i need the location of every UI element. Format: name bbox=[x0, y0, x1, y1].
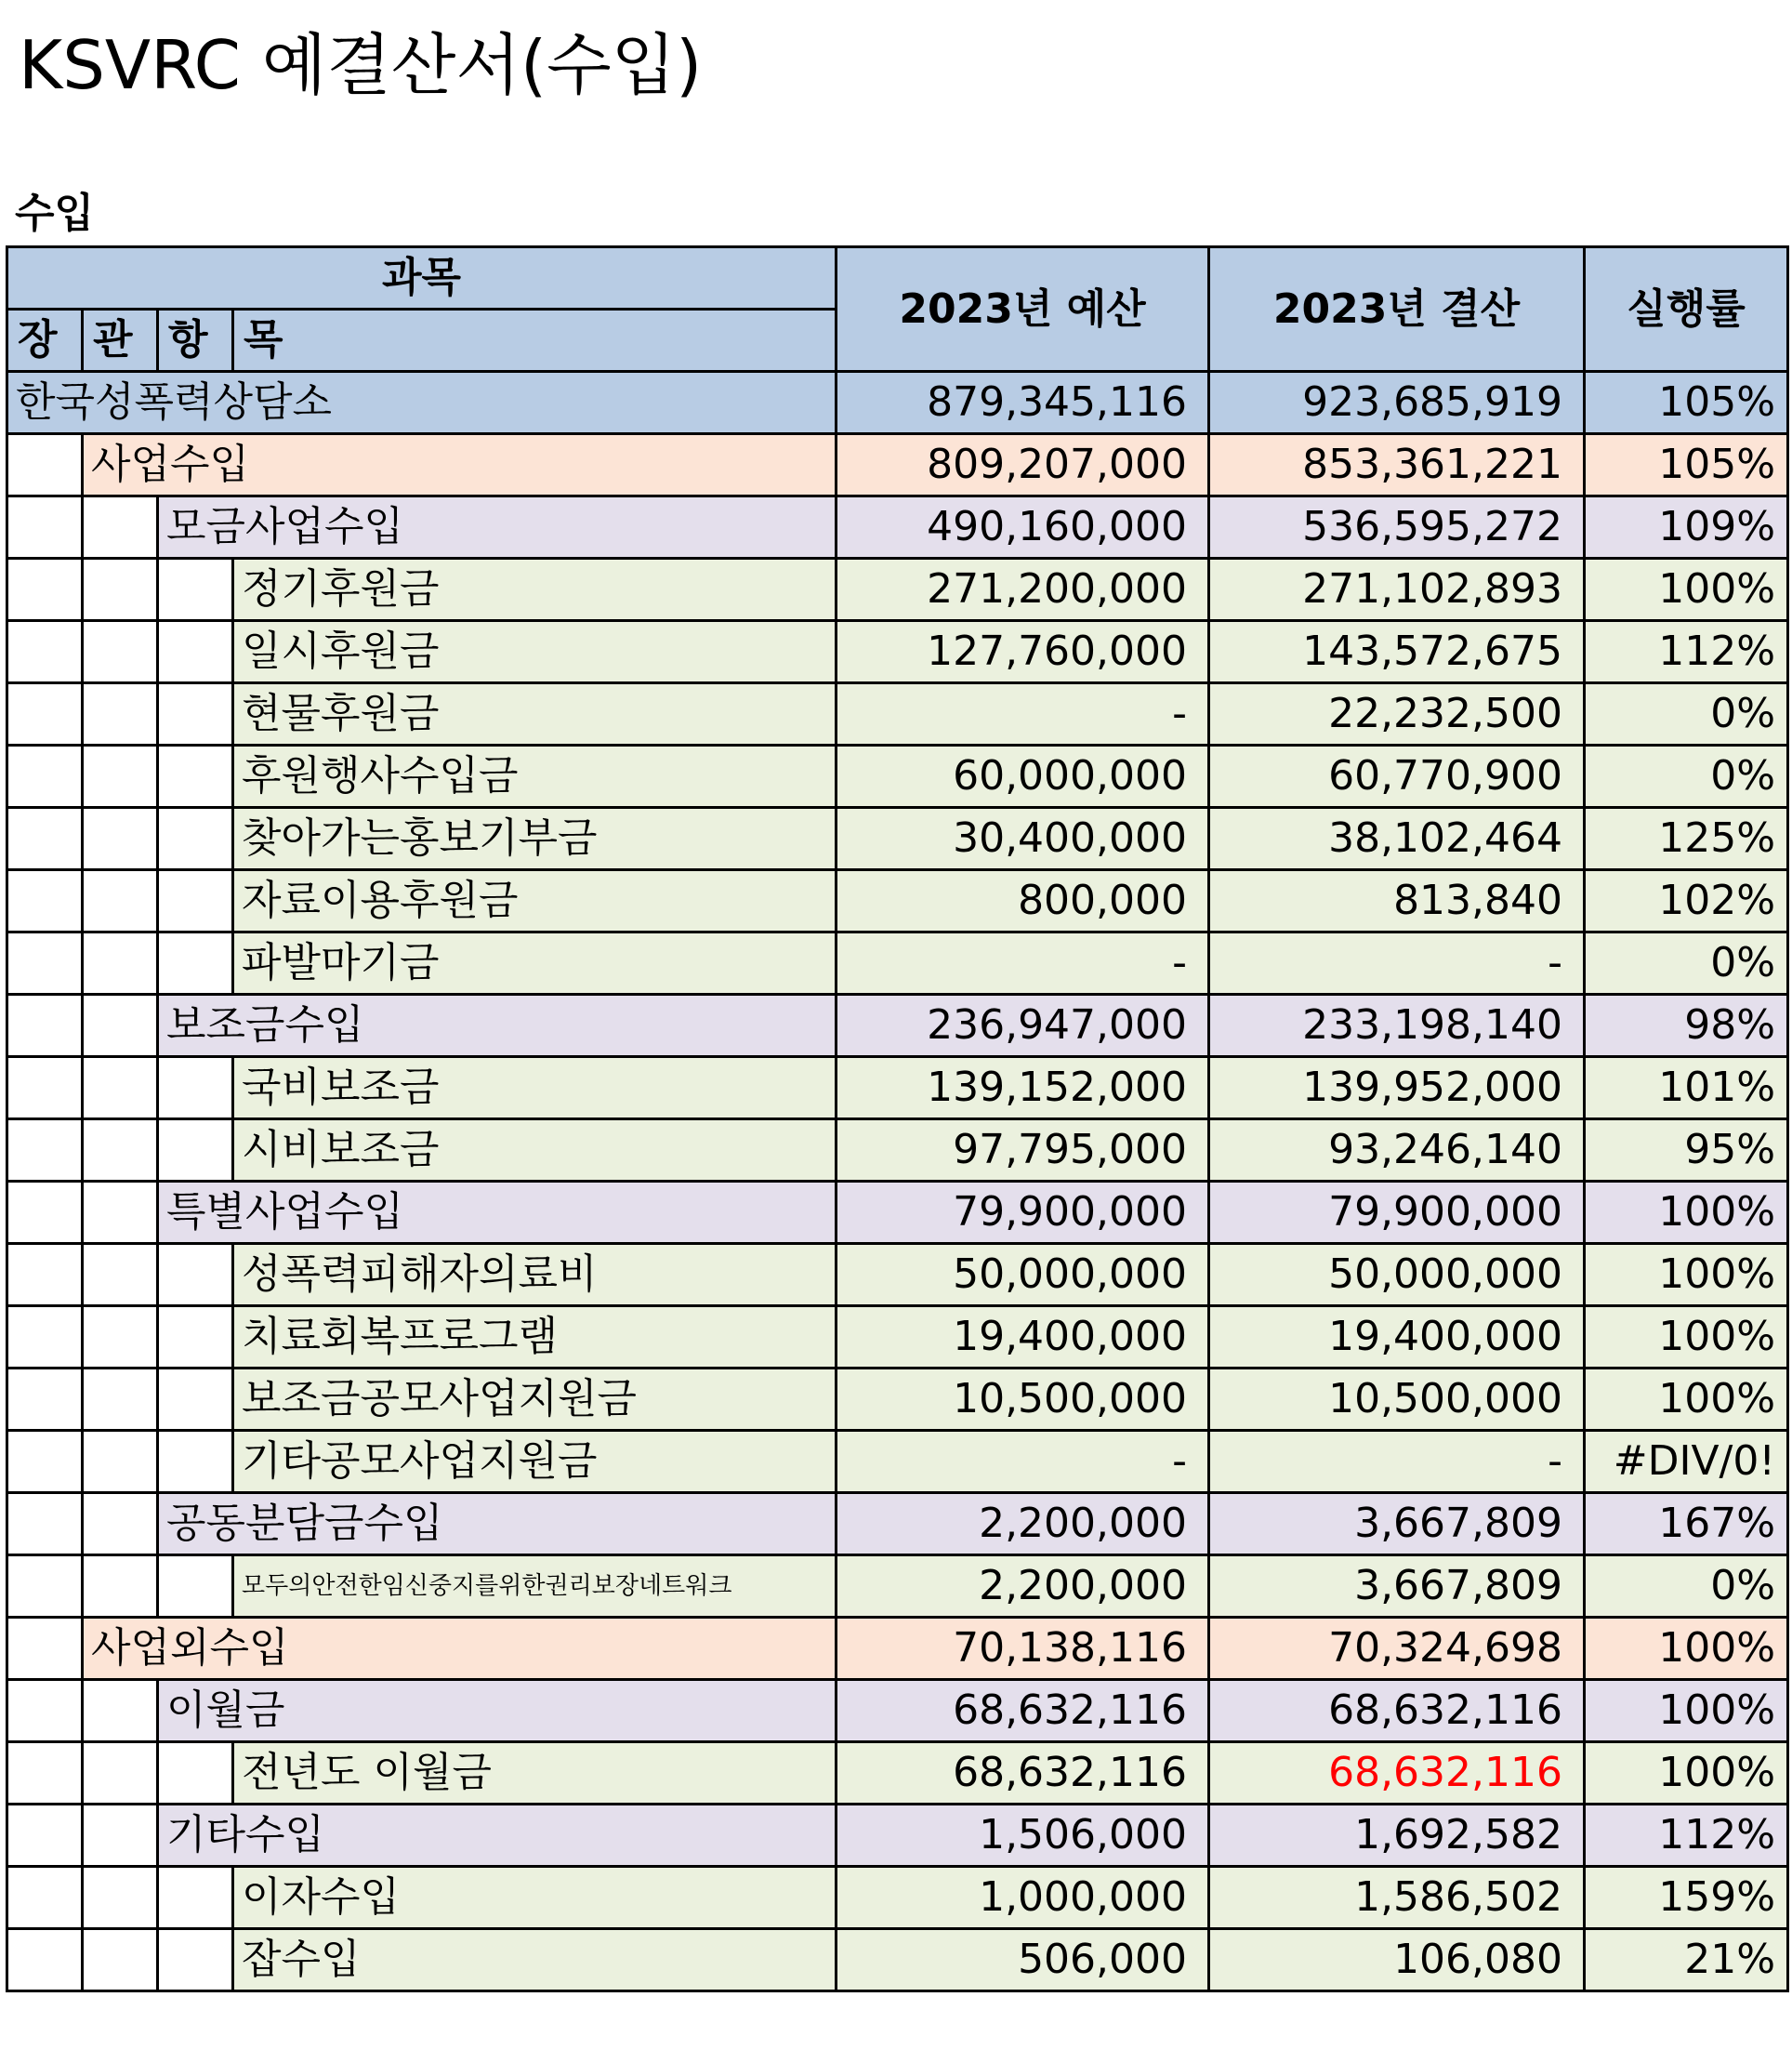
execution-rate: 100% bbox=[1585, 1618, 1788, 1680]
indent-cell bbox=[158, 1306, 233, 1369]
execution-rate: 102% bbox=[1585, 870, 1788, 932]
settlement-header: 2023년 결산 bbox=[1209, 247, 1585, 372]
indent-cell bbox=[7, 995, 83, 1057]
execution-rate: 95% bbox=[1585, 1119, 1788, 1182]
indent-cell bbox=[158, 1929, 233, 1991]
indent-cell bbox=[7, 1182, 83, 1244]
execution-rate: 98% bbox=[1585, 995, 1788, 1057]
table-row bbox=[7, 870, 1788, 932]
budget-amount: 60,000,000 bbox=[837, 746, 1209, 808]
account-name: 한국성폭력상담소 bbox=[7, 372, 837, 434]
section-label: 수입 bbox=[15, 190, 95, 237]
settlement-amount: 853,361,221 bbox=[1209, 434, 1585, 496]
table-row bbox=[7, 621, 1788, 683]
table-row bbox=[7, 1182, 1788, 1244]
table-row bbox=[7, 683, 1788, 746]
account-name: 공동분담금수입 bbox=[158, 1493, 837, 1555]
indent-cell bbox=[83, 1119, 158, 1182]
execution-rate: 101% bbox=[1585, 1057, 1788, 1119]
indent-cell bbox=[158, 1867, 233, 1929]
budget-amount: 70,138,116 bbox=[837, 1618, 1209, 1680]
account-name: 전년도 이월금 bbox=[233, 1742, 837, 1805]
table-row bbox=[7, 1618, 1788, 1680]
account-name: 자료이용후원금 bbox=[233, 870, 837, 932]
indent-cell bbox=[7, 1555, 83, 1618]
account-name: 정기후원금 bbox=[233, 559, 837, 621]
execution-rate: 0% bbox=[1585, 746, 1788, 808]
table-row bbox=[7, 1244, 1788, 1306]
budget-header: 2023년 예산 bbox=[837, 247, 1209, 372]
indent-cell bbox=[83, 1929, 158, 1991]
table-row bbox=[7, 1555, 1788, 1618]
budget-amount: 2,200,000 bbox=[837, 1493, 1209, 1555]
indent-cell bbox=[7, 683, 83, 746]
level-header-jang: 장 bbox=[7, 310, 83, 372]
execution-rate: 105% bbox=[1585, 372, 1788, 434]
indent-cell bbox=[83, 559, 158, 621]
indent-cell bbox=[7, 496, 83, 559]
execution-rate: 159% bbox=[1585, 1867, 1788, 1929]
indent-cell bbox=[83, 1680, 158, 1742]
settlement-amount: 68,632,116 bbox=[1209, 1680, 1585, 1742]
budget-amount: 506,000 bbox=[837, 1929, 1209, 1991]
indent-cell bbox=[7, 1119, 83, 1182]
execution-rate: 109% bbox=[1585, 496, 1788, 559]
indent-cell bbox=[7, 621, 83, 683]
indent-cell bbox=[7, 559, 83, 621]
budget-amount: 271,200,000 bbox=[837, 559, 1209, 621]
settlement-amount: 813,840 bbox=[1209, 870, 1585, 932]
table-row bbox=[7, 1867, 1788, 1929]
execution-rate: 100% bbox=[1585, 1369, 1788, 1431]
indent-cell bbox=[83, 1431, 158, 1493]
execution-rate: 167% bbox=[1585, 1493, 1788, 1555]
account-name: 사업수입 bbox=[83, 434, 837, 496]
table-row bbox=[7, 1369, 1788, 1431]
budget-amount: 809,207,000 bbox=[837, 434, 1209, 496]
indent-cell bbox=[83, 496, 158, 559]
indent-cell bbox=[158, 1742, 233, 1805]
account-name: 기타수입 bbox=[158, 1805, 837, 1867]
indent-cell bbox=[83, 621, 158, 683]
indent-cell bbox=[158, 683, 233, 746]
settlement-amount: 271,102,893 bbox=[1209, 559, 1585, 621]
indent-cell bbox=[158, 559, 233, 621]
table-row bbox=[7, 995, 1788, 1057]
indent-cell bbox=[158, 746, 233, 808]
account-name: 이월금 bbox=[158, 1680, 837, 1742]
budget-amount: - bbox=[837, 932, 1209, 995]
settlement-amount: 233,198,140 bbox=[1209, 995, 1585, 1057]
execution-rate: 100% bbox=[1585, 1244, 1788, 1306]
account-name: 모두의안전한임신중지를위한권리보장네트워크 bbox=[233, 1555, 837, 1618]
account-name: 보조금수입 bbox=[158, 995, 837, 1057]
indent-cell bbox=[7, 1680, 83, 1742]
indent-cell bbox=[83, 1742, 158, 1805]
indent-cell bbox=[7, 1493, 83, 1555]
indent-cell bbox=[7, 932, 83, 995]
budget-amount: 2,200,000 bbox=[837, 1555, 1209, 1618]
settlement-amount: 93,246,140 bbox=[1209, 1119, 1585, 1182]
settlement-amount: 50,000,000 bbox=[1209, 1244, 1585, 1306]
rate-header: 실행률 bbox=[1585, 247, 1788, 372]
indent-cell bbox=[7, 1306, 83, 1369]
indent-cell bbox=[7, 1369, 83, 1431]
indent-cell bbox=[7, 1618, 83, 1680]
budget-amount: 236,947,000 bbox=[837, 995, 1209, 1057]
budget-amount: 1,000,000 bbox=[837, 1867, 1209, 1929]
budget-amount: 879,345,116 bbox=[837, 372, 1209, 434]
settlement-amount: 79,900,000 bbox=[1209, 1182, 1585, 1244]
budget-amount: 1,506,000 bbox=[837, 1805, 1209, 1867]
indent-cell bbox=[7, 1805, 83, 1867]
indent-cell bbox=[7, 1929, 83, 1991]
indent-cell bbox=[83, 808, 158, 870]
table-row bbox=[7, 1929, 1788, 1991]
account-name: 이자수입 bbox=[233, 1867, 837, 1929]
settlement-amount: 60,770,900 bbox=[1209, 746, 1585, 808]
indent-cell bbox=[83, 1555, 158, 1618]
indent-cell bbox=[158, 621, 233, 683]
account-name: 성폭력피해자의료비 bbox=[233, 1244, 837, 1306]
table-row bbox=[7, 434, 1788, 496]
settlement-amount: 19,400,000 bbox=[1209, 1306, 1585, 1369]
budget-amount: 97,795,000 bbox=[837, 1119, 1209, 1182]
table-row bbox=[7, 932, 1788, 995]
budget-amount: 50,000,000 bbox=[837, 1244, 1209, 1306]
indent-cell bbox=[7, 434, 83, 496]
settlement-amount: 70,324,698 bbox=[1209, 1618, 1585, 1680]
table-row bbox=[7, 1057, 1788, 1119]
indent-cell bbox=[83, 1369, 158, 1431]
account-name: 특별사업수입 bbox=[158, 1182, 837, 1244]
budget-amount: - bbox=[837, 1431, 1209, 1493]
execution-rate: 0% bbox=[1585, 932, 1788, 995]
page-title: KSVRC 예결산서(수입) bbox=[19, 26, 703, 104]
account-name: 후원행사수입금 bbox=[233, 746, 837, 808]
table-row bbox=[7, 1119, 1788, 1182]
account-name: 현물후원금 bbox=[233, 683, 837, 746]
indent-cell bbox=[158, 870, 233, 932]
budget-amount: 490,160,000 bbox=[837, 496, 1209, 559]
indent-cell bbox=[158, 808, 233, 870]
settlement-amount: 3,667,809 bbox=[1209, 1555, 1585, 1618]
indent-cell bbox=[158, 1369, 233, 1431]
indent-cell bbox=[83, 683, 158, 746]
indent-cell bbox=[83, 1057, 158, 1119]
indent-cell bbox=[7, 1742, 83, 1805]
table-row bbox=[7, 372, 1788, 434]
indent-cell bbox=[83, 746, 158, 808]
budget-amount: 10,500,000 bbox=[837, 1369, 1209, 1431]
table-row bbox=[7, 1493, 1788, 1555]
table-row bbox=[7, 808, 1788, 870]
indent-cell bbox=[83, 870, 158, 932]
execution-rate: 100% bbox=[1585, 1182, 1788, 1244]
budget-amount: - bbox=[837, 683, 1209, 746]
level-header-mok: 목 bbox=[233, 310, 837, 372]
settlement-amount: 22,232,500 bbox=[1209, 683, 1585, 746]
execution-rate: 112% bbox=[1585, 1805, 1788, 1867]
settlement-amount: 3,667,809 bbox=[1209, 1493, 1585, 1555]
table-body bbox=[7, 372, 1788, 1991]
execution-rate: 100% bbox=[1585, 1306, 1788, 1369]
indent-cell bbox=[158, 932, 233, 995]
indent-cell bbox=[83, 1493, 158, 1555]
settlement-amount: 143,572,675 bbox=[1209, 621, 1585, 683]
account-name: 잡수입 bbox=[233, 1929, 837, 1991]
settlement-amount: 139,952,000 bbox=[1209, 1057, 1585, 1119]
settlement-amount: 923,685,919 bbox=[1209, 372, 1585, 434]
account-name: 찾아가는홍보기부금 bbox=[233, 808, 837, 870]
account-name: 기타공모사업지원금 bbox=[233, 1431, 837, 1493]
indent-cell bbox=[158, 1244, 233, 1306]
budget-amount: 127,760,000 bbox=[837, 621, 1209, 683]
indent-cell bbox=[158, 1555, 233, 1618]
settlement-amount: 1,586,502 bbox=[1209, 1867, 1585, 1929]
execution-rate: 100% bbox=[1585, 559, 1788, 621]
table-row bbox=[7, 746, 1788, 808]
account-name: 파발마기금 bbox=[233, 932, 837, 995]
account-name: 보조금공모사업지원금 bbox=[233, 1369, 837, 1431]
indent-cell bbox=[83, 995, 158, 1057]
account-name: 치료회복프로그램 bbox=[233, 1306, 837, 1369]
table-row bbox=[7, 1306, 1788, 1369]
indent-cell bbox=[83, 1805, 158, 1867]
subject-header: 과목 bbox=[7, 247, 837, 310]
table-row bbox=[7, 496, 1788, 559]
settlement-amount: 38,102,464 bbox=[1209, 808, 1585, 870]
indent-cell bbox=[83, 932, 158, 995]
settlement-amount: 106,080 bbox=[1209, 1929, 1585, 1991]
settlement-amount: - bbox=[1209, 1431, 1585, 1493]
execution-rate: 105% bbox=[1585, 434, 1788, 496]
table-row bbox=[7, 1805, 1788, 1867]
indent-cell bbox=[158, 1431, 233, 1493]
indent-cell bbox=[7, 1244, 83, 1306]
execution-rate: 112% bbox=[1585, 621, 1788, 683]
indent-cell bbox=[83, 1867, 158, 1929]
indent-cell bbox=[7, 808, 83, 870]
budget-amount: 19,400,000 bbox=[837, 1306, 1209, 1369]
execution-rate: #DIV/0! bbox=[1585, 1431, 1788, 1493]
budget-amount: 139,152,000 bbox=[837, 1057, 1209, 1119]
settlement-amount: 10,500,000 bbox=[1209, 1369, 1585, 1431]
level-header-hang: 항 bbox=[158, 310, 233, 372]
account-name: 일시후원금 bbox=[233, 621, 837, 683]
indent-cell bbox=[83, 1182, 158, 1244]
execution-rate: 21% bbox=[1585, 1929, 1788, 1991]
budget-amount: 30,400,000 bbox=[837, 808, 1209, 870]
indent-cell bbox=[158, 1119, 233, 1182]
indent-cell bbox=[7, 1867, 83, 1929]
account-name: 시비보조금 bbox=[233, 1119, 837, 1182]
indent-cell bbox=[7, 1057, 83, 1119]
account-name: 모금사업수입 bbox=[158, 496, 837, 559]
level-header-gwan: 관 bbox=[83, 310, 158, 372]
execution-rate: 0% bbox=[1585, 683, 1788, 746]
budget-amount: 68,632,116 bbox=[837, 1742, 1209, 1805]
budget-amount: 800,000 bbox=[837, 870, 1209, 932]
indent-cell bbox=[83, 1244, 158, 1306]
indent-cell bbox=[7, 870, 83, 932]
indent-cell bbox=[158, 1057, 233, 1119]
account-name: 사업외수입 bbox=[83, 1618, 837, 1680]
indent-cell bbox=[83, 1306, 158, 1369]
settlement-amount: 1,692,582 bbox=[1209, 1805, 1585, 1867]
execution-rate: 125% bbox=[1585, 808, 1788, 870]
indent-cell bbox=[7, 746, 83, 808]
indent-cell bbox=[7, 1431, 83, 1493]
table-row bbox=[7, 1680, 1788, 1742]
settlement-amount: - bbox=[1209, 932, 1585, 995]
table-row bbox=[7, 1742, 1788, 1805]
execution-rate: 100% bbox=[1585, 1742, 1788, 1805]
income-table bbox=[6, 245, 1789, 1992]
table-header bbox=[7, 247, 1788, 372]
settlement-amount: 68,632,116 bbox=[1209, 1742, 1585, 1805]
table-row bbox=[7, 1431, 1788, 1493]
account-name: 국비보조금 bbox=[233, 1057, 837, 1119]
budget-amount: 68,632,116 bbox=[837, 1680, 1209, 1742]
budget-amount: 79,900,000 bbox=[837, 1182, 1209, 1244]
execution-rate: 0% bbox=[1585, 1555, 1788, 1618]
execution-rate: 100% bbox=[1585, 1680, 1788, 1742]
table-row bbox=[7, 559, 1788, 621]
settlement-amount: 536,595,272 bbox=[1209, 496, 1585, 559]
